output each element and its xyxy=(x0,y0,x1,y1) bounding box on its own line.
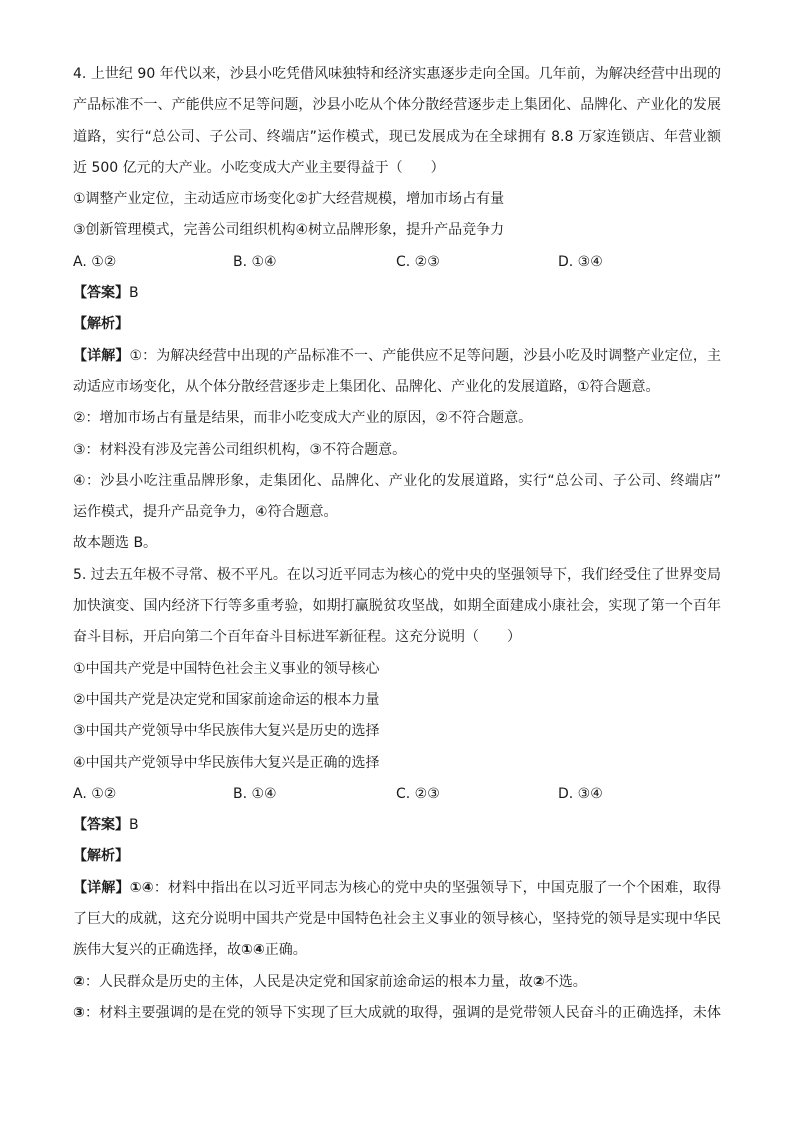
q4-detail-line-2: 动适应市场变化，从个体分散经营逐步走上集团化、品牌化、产业化的发展道路，①符合题意。 xyxy=(73,378,660,395)
q5-answer xyxy=(73,815,721,835)
q5-detail-line-5-text: ：材料主要强调的是在党的领导下实现了巨大成就的取得，强调的是党带领人民奋斗的正确选择，未体 xyxy=(85,1004,722,1021)
q4-detail-line-3: ②：增加市场占有量是结果，而非小吃变成大产业的原因，②不符合题意。 xyxy=(73,410,533,427)
q5-detail-label: 【详解】 xyxy=(73,879,130,896)
q5-detail-line-3-marker: ①④ xyxy=(241,942,265,959)
q5-statement-1: ①中国共产党是中国特色社会主义事业的领导核心 xyxy=(73,660,380,677)
q4-analysis-label: 【解析】 xyxy=(73,316,129,333)
q4-option-d: D. ③④ xyxy=(558,253,603,270)
q4-statement-1: ①调整产业定位，主动适应市场变化②扩大经营规模，增加市场占有量 xyxy=(73,191,505,208)
q4-detail-line-6: 运作模式，提升产品竞争力，④符合题意。 xyxy=(73,504,338,521)
q4-option-b: B. ①④ xyxy=(233,253,277,270)
q4-answer-label: 【答案】 xyxy=(73,285,129,302)
q5-detail-line-3-post: 正确。 xyxy=(264,942,307,959)
q5-detail-line-4-text: ：人民群众是历史的主体，人民是决定党和国家前途命运的根本力量，故 xyxy=(84,973,533,990)
q4-statement-2: ③创新管理模式，完善公司组织机构④树立品牌形象，提升产品竞争力 xyxy=(73,222,505,239)
q5-option-a: A. ①② xyxy=(73,785,117,802)
q5-analysis xyxy=(73,846,721,866)
q4-option-a: A. ①② xyxy=(73,253,117,270)
q4-detail-line-5: ④：沙县小吃注重品牌形象，走集团化、品牌化、产业化的发展道路，实行“总公司、子公司、终端店” xyxy=(73,472,721,489)
q5-detail-line-2: 了巨大的成就，这充分说明中国共产党是中国特色社会主义事业的领导核心，坚持党的领导是实现中华民 xyxy=(73,911,721,928)
q5-statement-4: ④中国共产党领导中华民族伟大复兴是正确的选择 xyxy=(73,754,380,771)
q5-analysis-label: 【解析】 xyxy=(73,848,129,865)
q4-stem-line-3: 道路，实行“总公司、子公司、终端店”运作模式，现已发展成为在全球拥有 8.8 万家连锁店、年营业额 xyxy=(73,128,721,145)
q5-detail-line-3 xyxy=(73,940,721,960)
q4-detail-label: 【详解】 xyxy=(73,347,130,364)
q5-statement-3: ③中国共产党领导中华民族伟大复兴是历史的选择 xyxy=(73,723,380,740)
question-5 xyxy=(73,565,721,1023)
q4-option-c: C. ②③ xyxy=(396,253,440,270)
q5-detail-line-5-marker: ③ xyxy=(73,1004,85,1021)
q4-detail-line-1 xyxy=(73,346,721,366)
question-4 xyxy=(73,64,721,553)
q4-answer-value: B xyxy=(129,285,139,302)
q5-option-b: B. ①④ xyxy=(233,785,277,802)
q4-stem-line-4: 近 500 亿元的大产业。小吃变成大产业主要得益于（ ） xyxy=(73,159,445,176)
q5-stem-line-2: 加快演变、国内经济下行等多重考验，如期打赢脱贫攻坚战，如期全面建成小康社会，实现了第一个百年 xyxy=(73,598,721,615)
document-page xyxy=(73,64,721,1034)
q5-detail-line-4-marker: ② xyxy=(73,973,85,990)
q5-detail-marker: ①④ xyxy=(129,879,154,896)
q4-stem-line-2: 产品标准不一、产能供应不足等问题，沙县小吃从个体分散经营逐步走上集团化、品牌化、产业化的发展 xyxy=(73,97,721,114)
q5-stem-line-3: 奋斗目标，开启向第二个百年奋斗目标进军新征程。这充分说明（ ） xyxy=(73,629,521,646)
q5-option-c: C. ②③ xyxy=(396,785,440,802)
q4-detail-line-4: ③：材料没有涉及完善公司组织机构，③不符合题意。 xyxy=(73,441,407,458)
q5-options xyxy=(73,784,721,804)
q5-option-d: D. ③④ xyxy=(558,785,603,802)
q5-detail-line-4-marker-2: ② xyxy=(532,973,545,990)
q4-stem-line-1: 4. 上世纪 90 年代以来，沙县小吃凭借风味独特和经济实惠逐步走向全国。几年前，为解决经营中出现的 xyxy=(73,66,721,82)
q5-answer-value: B xyxy=(129,817,139,834)
q5-statement-2: ②中国共产党是决定党和国家前途命运的根本力量 xyxy=(73,691,380,708)
q5-detail-line-4-post: 不选。 xyxy=(544,973,587,990)
q5-answer-label: 【答案】 xyxy=(73,817,129,834)
q4-detail-text-1: ①：为解决经营中出现的产品标准不一、产能供应不足等问题，沙县小吃及时调整产业定位，主 xyxy=(129,347,721,364)
q5-detail-line-3-pre: 族伟大复兴的正确选择，故 xyxy=(73,942,241,959)
q5-detail-line-1 xyxy=(73,878,721,898)
q5-detail-text-1: ：材料中指出在以习近平同志为核心的党中央的坚强领导下，中国克服了一个个困难，取得 xyxy=(153,879,722,896)
q5-detail-line-5 xyxy=(73,1003,721,1023)
q5-stem-line-1: 5. 过去五年极不寻常、极不平凡。在以习近平同志为核心的党中央的坚强领导下，我们经受住了世界变局 xyxy=(73,566,721,583)
q4-answer xyxy=(73,283,721,303)
q4-conclusion: 故本题选 B。 xyxy=(73,535,158,552)
q5-detail-line-4 xyxy=(73,972,721,992)
q4-analysis xyxy=(73,314,721,334)
q4-options xyxy=(73,252,721,272)
